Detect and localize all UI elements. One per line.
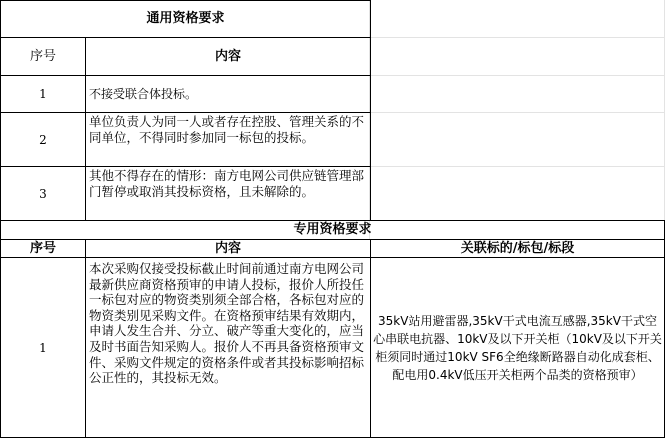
special-col-related-header: 关联标的/标包/标段 (370, 239, 665, 258)
special-col-content-header: 内容 (85, 239, 371, 258)
general-col-content-header: 内容 (85, 37, 371, 76)
special-requirements-title: 专用资格要求 (0, 220, 665, 240)
general-row-3-number: 3 (0, 166, 86, 221)
general-row-1-number: 1 (0, 75, 86, 113)
general-row-2-number: 2 (0, 112, 86, 167)
general-row-1-content: 不接受联合体投标。 (85, 75, 371, 113)
special-row-1-content: 本次采购仅接受投标截止时间前通过南方电网公司最新供应商资格预审的申请人投标，报价人所投任一标包对应的物资类别须全部合格，各标包对应的物资类别见采购文件。在资格预审结果有效期内，申请人发生合并、分立、破产等重大变化的，应当及时书面告知采购人。报价人不再具备资格预审文件、采购文件规定的资格条件或者其投标影响招标公正性的，其投标无效。 (85, 257, 371, 438)
general-col-number-header: 序号 (0, 37, 86, 76)
general-requirements-title: 通用资格要求 (0, 0, 371, 38)
special-row-1-related: 35kV站用避雷器,35kV干式电流互感器,35kV干式空心串联电抗器、10kV及以下开关柜（10kV及以下开关柜须同时通过10kV SF6全绝缘断路器自动化成套柜、配电用0.4kV低压开关柜两个品类的资格预审） (370, 257, 665, 438)
general-row-3-content: 其他不得存在的情形：南方电网公司供应链管理部门暂停或取消其投标资格，且未解除的。 (85, 166, 371, 221)
general-row-2-content: 单位负责人为同一人或者存在控股、管理关系的不同单位，不得同时参加同一标包的投标。 (85, 112, 371, 167)
special-row-1-number: 1 (0, 257, 86, 438)
special-col-number-header: 序号 (0, 239, 86, 258)
